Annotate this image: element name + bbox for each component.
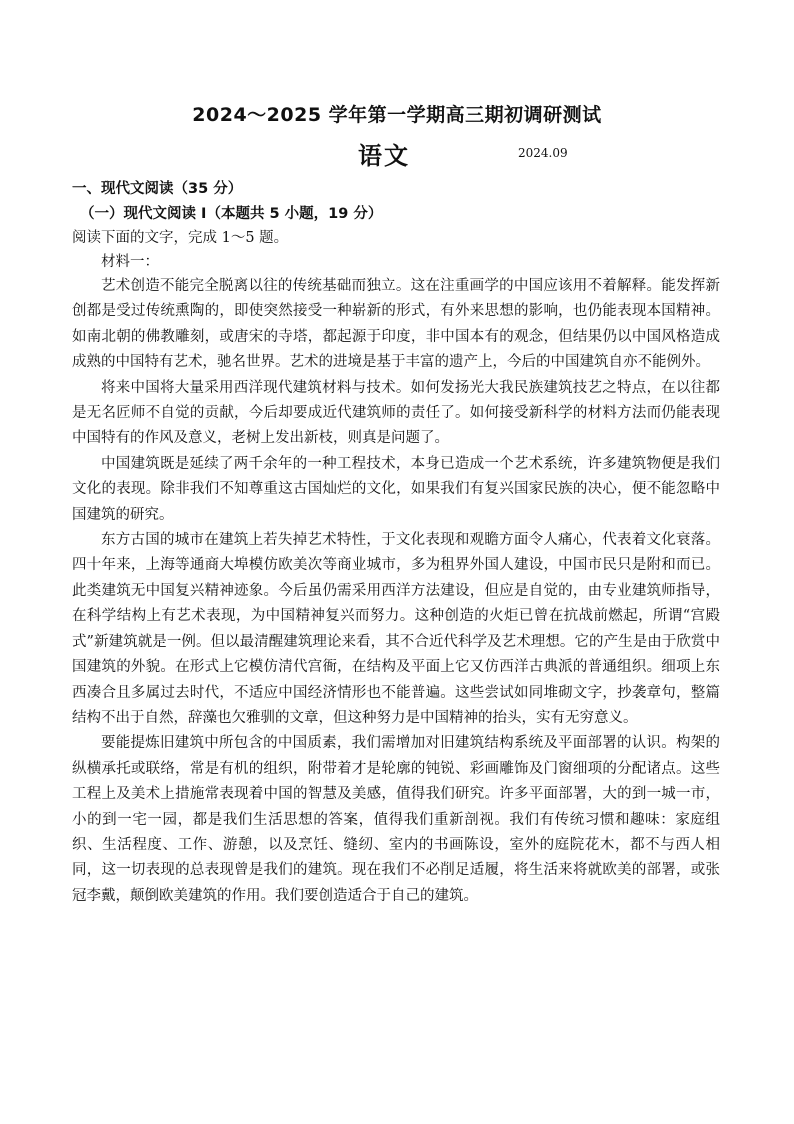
- material-paragraph-2: 将来中国将大量采用西洋现代建筑材料与技术。如何发扬光大我民族建筑技艺之特点，在以往都是无名匠师不自觉的贡献，今后却要成近代建筑师的责任了。如何接受新科学的材料方法而仍能表现中国特有的作风及意义，老树上发出新枝，则真是问题了。: [72, 379, 720, 447]
- subject-line: [0, 136, 794, 170]
- material-paragraph-5: 要能提炼旧建筑中所包含的中国质素，我们需增加对旧建筑结构系统及平面部署的认识。构架的纵横承托或联络，常是有机的组织，附带着才是轮廓的钝锐、彩画雕饰及门窗细项的分配诸点。这些工程上及美术上措施常表现着中国的智慧及美感，值得我们研究。许多平面部署，大的到一城一市，小的到一宅一园，都是我们生活思想的答案，值得我们重新剖视。我们有传统习惯和趣味：家庭组织、生活程度、工作、游憩，以及烹饪、缝纫、室内的书画陈设，室外的庭院花木，都不与西人相同，这一切表现的总表现曾是我们的建筑。现在我们不必削足适履，将生活来将就欧美的部署，或张冠李戴，颠倒欧美建筑的作用。我们要创造适合于自己的建筑。: [72, 735, 720, 904]
- reading-instruction: 阅读下面的文字，完成 1～5 题。: [72, 230, 289, 246]
- material-paragraph-1: 艺术创造不能完全脱离以往的传统基础而独立。这在注重画学的中国应该用不着解释。能发挥新创都是受过传统熏陶的，即使突然接受一种崭新的形式，有外来思想的影响，也仍能表现本国精神。如南北朝的佛教雕刻，或唐宋的寺塔，都起源于印度，非中国本有的观念，但结果仍以中国风格造成成熟的中国特有艺术，驰名世界。艺术的进境是基于丰富的遗产上，今后的中国建筑自亦不能例外。: [72, 278, 720, 371]
- section-heading: 一、现代文阅读（35 分）: [72, 181, 243, 197]
- sub-section-heading: （一）现代文阅读 I（本题共 5 小题，19 分）: [80, 206, 383, 222]
- exam-date: 2024.09: [518, 146, 568, 160]
- material-label: 材料一：: [101, 254, 159, 270]
- subject-title: 语文: [358, 142, 410, 170]
- material-paragraph-4: 东方古国的城市在建筑上若失掉艺术特性，于文化表现和观瞻方面令人痛心，代表着文化衰落。四十年来，上海等通商大埠模仿欧美次等商业城市，多为租界外国人建设，中国市民只是附和而已。此类建筑无中国复兴精神迹象。今后虽仍需采用西洋方法建设，但应是自觉的，由专业建筑师指导，在科学结构上有艺术表现，为中国精神复兴而努力。这种创造的火炬已曾在抗战前燃起，所谓“宫殿式”新建筑就是一例。但以最清醒建筑理论来看，其不合近代科学及艺术理想。它的产生是由于欣赏中国建筑的外貌。在形式上它模仿清代宫衙，在结构及平面上它又仿西洋古典派的普通组织。细项上东西凑合且多属过去时代，不适应中国经济情形也不能普遍。这些尝试如同堆砌文字，抄袭章句，整篇结构不出于自然，辞藻也欠雅驯的文章，但这种努力是中国精神的抬头，实有无穷意义。: [72, 532, 720, 726]
- material-paragraph-3: 中国建筑既是延续了两千余年的一种工程技术，本身已造成一个艺术系统，许多建筑物便是我们文化的表现。除非我们不知尊重这古国灿烂的文化，如果我们有复兴国家民族的决心，便不能忽略中国建筑的研究。: [72, 455, 720, 523]
- exam-title: 2024～2025 学年第一学期高三期初调研测试: [192, 104, 602, 126]
- reading-section: [72, 178, 720, 909]
